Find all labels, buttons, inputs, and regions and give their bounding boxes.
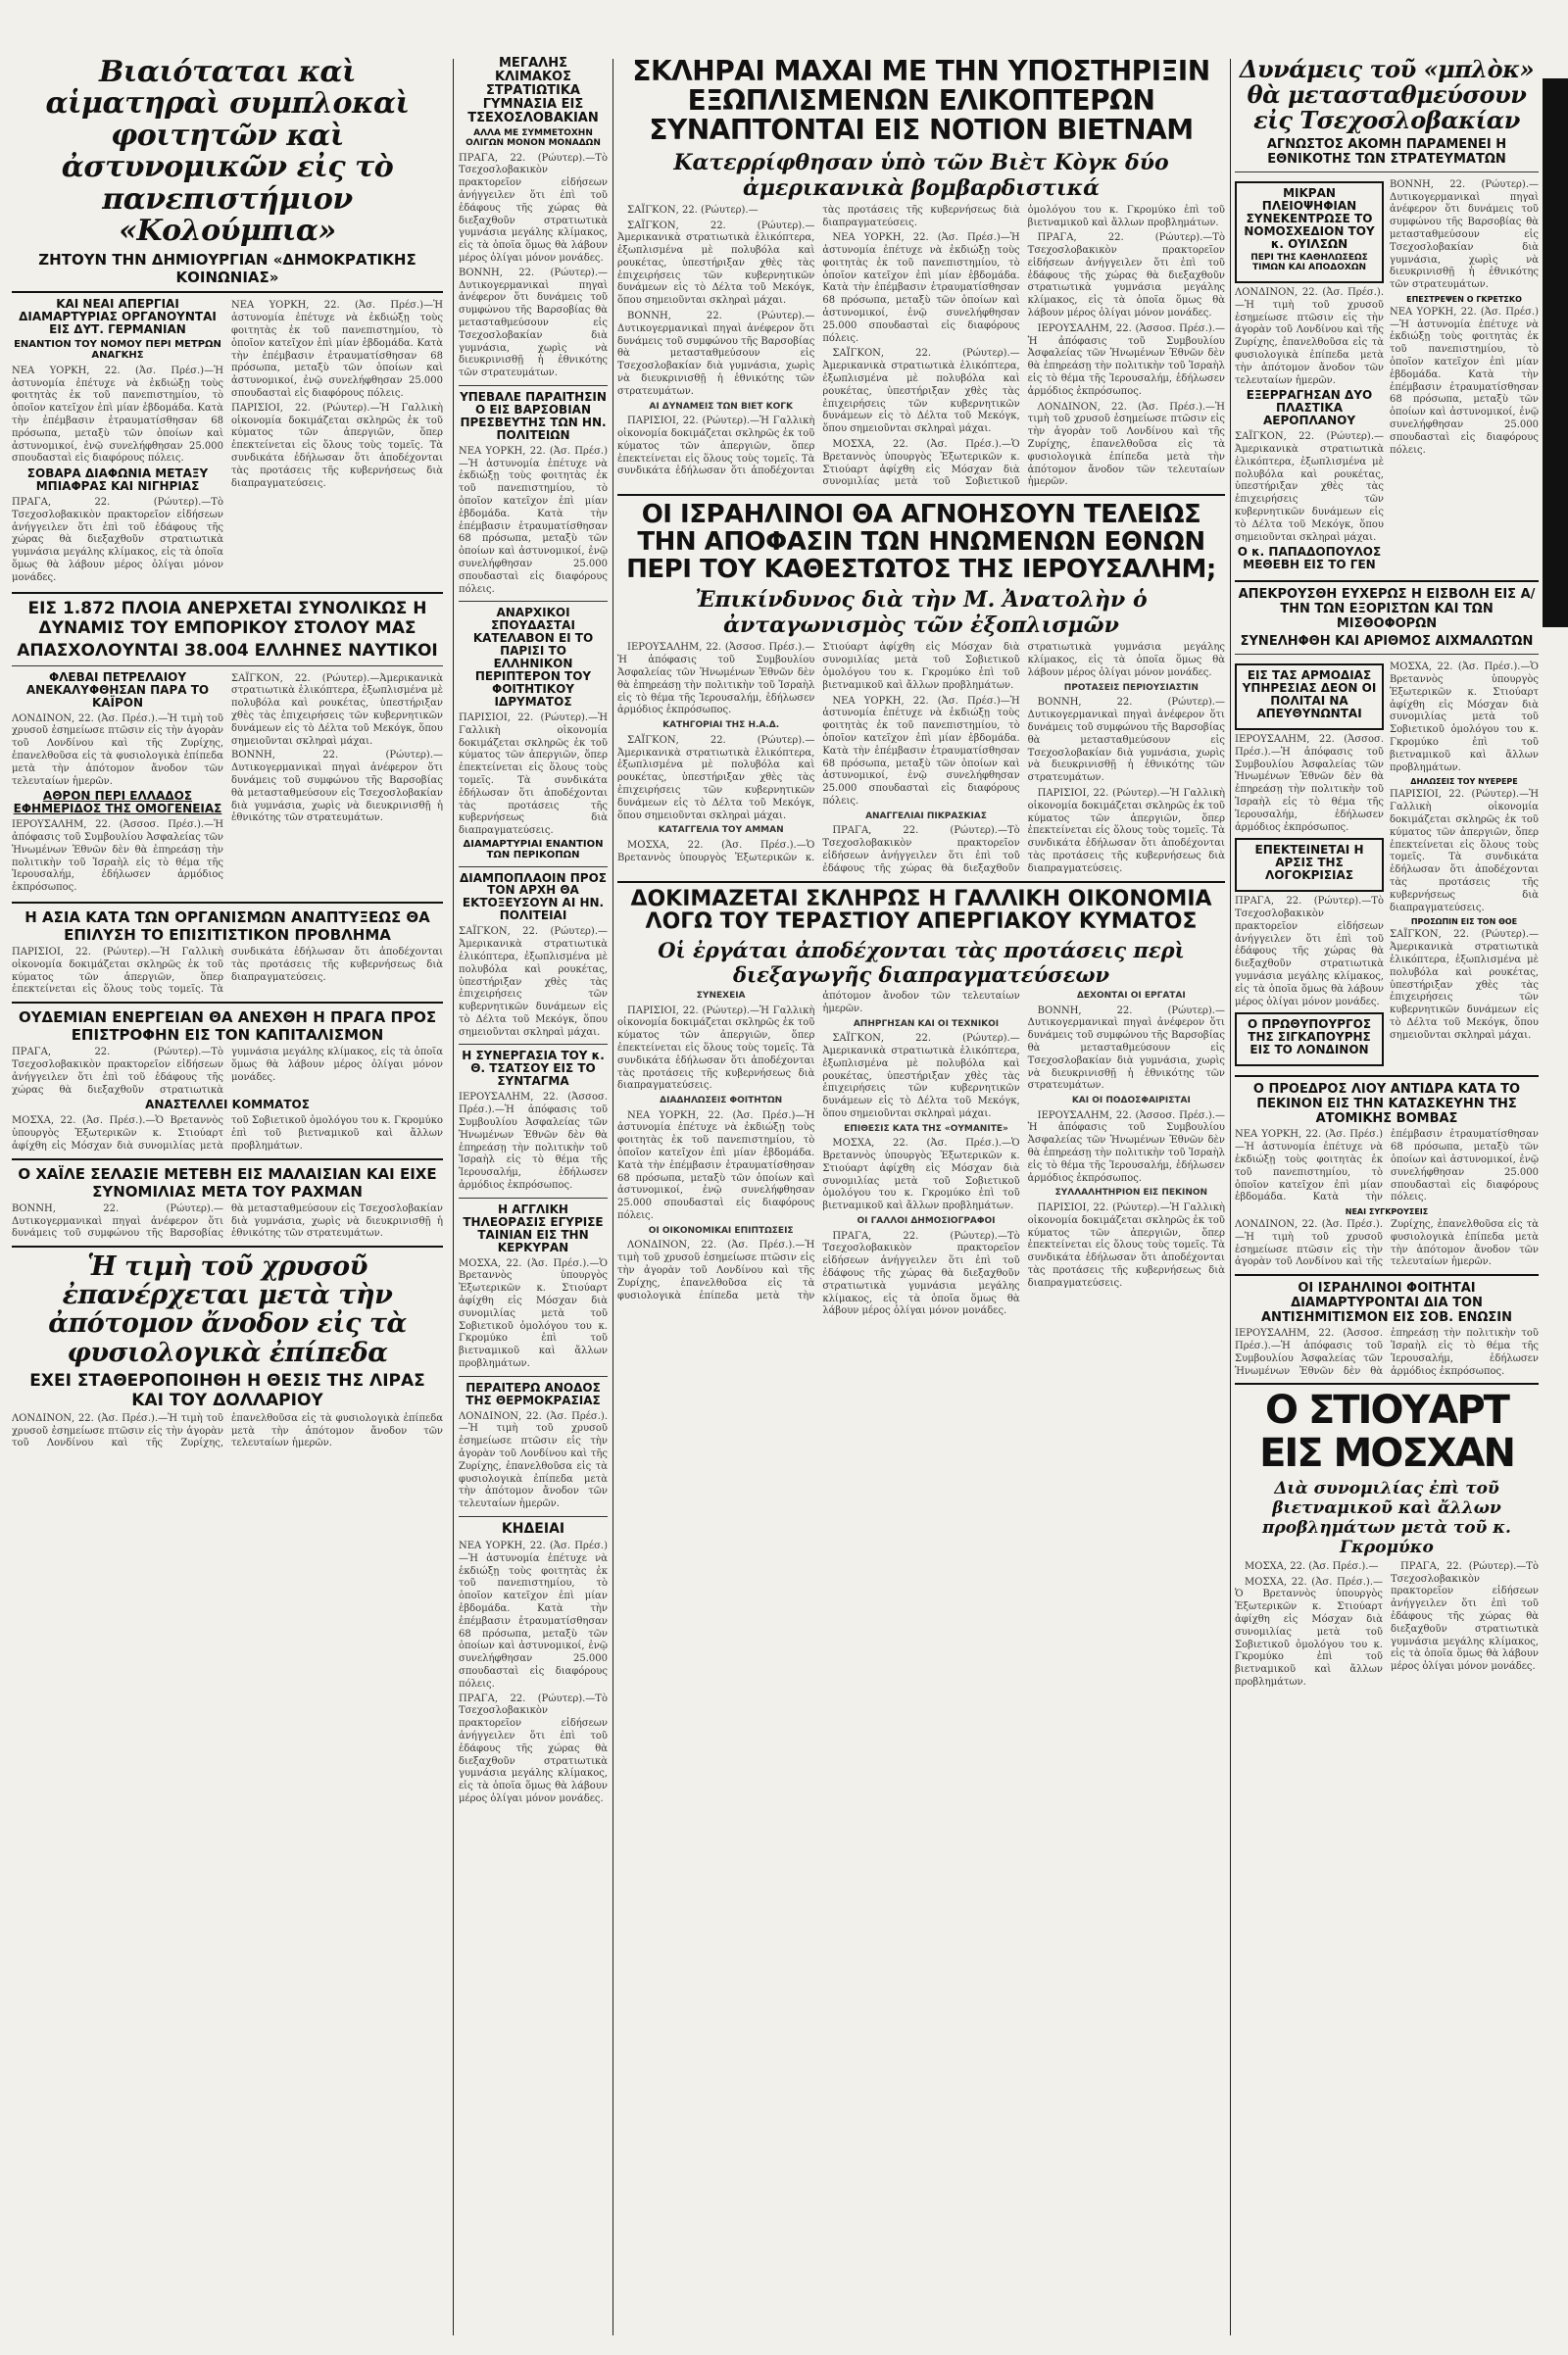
article-body: ΠΡΑΓΑ, 22. (Ρώυτερ).—Τὸ Τσεχοσλοβακικὸν πρακτορεῖον εἰδήσεων ἀνήγγειλεν ὅτι ἐπὶ τοῦ ἐδάφους τῆς χώρας θὰ διεξαχθοῦν στρατιωτικὰ γυμνάσια μεγάλης κλίμακος, εἰς τὰ ὁποῖα ὅμως θὰ λάβουν μέρος ὀλίγαι μόνον μονάδες. xyxy=(12,497,223,583)
article-paragraph: ΠΡΑΓΑ, 22. (Ρώυτερ).—Τὸ Τσεχοσλοβακικὸν πρακτορεῖον εἰδήσεων ἀνήγγειλεν ὅτι ἐπὶ τοῦ ἐδάφους τῆς χώρας θὰ διεξαχθοῦν στρατιωτικὰ γυμνάσια μεγάλης κλίμακος, εἰς τὰ ὁποῖα ὅμως θὰ λάβουν μέρος ὀλίγαι μόνον μονάδες. xyxy=(822,642,1225,874)
article-body: ΠΑΡΙΣΙΟΙ, 22. (Ρώυτερ).—Ἡ Γαλλικὴ οἰκονομία δοκιμάζεται σκληρῶς ἐκ τοῦ κύματος τῶν ἀπεργιῶν, ὅπερ ἐπεκτείνεται εἰς ὅλους τοὺς τομεῖς. Τὰ συνδικάτα ἐδήλωσαν ὅτι ἀποδέχονται τὰς προτάσεις τῆς κυβερνήσεως διὰ διαπραγματεύσεις. xyxy=(459,711,608,837)
article-paragraph: ΝΕΑ ΥΟΡΚΗ, 22. (Ἀσ. Πρέσ.)—Ἡ ἀστυνομία ἐπέτυχε νὰ ἐκδιώξῃ τοὺς φοιτητὰς ἐκ τοῦ πανεπιστημίου, τὸ ὁποῖον κατεῖχον ἐπὶ μίαν ἑβδομάδα. Κατὰ τὴν ἐπέμβασιν ἐτραυματίσθησαν 68 πρόσωπα, μεταξὺ τῶν ὁποίων καὶ ἀστυνομικοί, ἐνῷ συνελήφθησαν 25.000 σπουδασταὶ εἰς διαφόρους πόλεις. xyxy=(822,232,1020,344)
column-rule xyxy=(612,59,613,2335)
headline-stewart-moscow-sub: Διὰ συνομιλίας ἐπὶ τοῦ βιετναμικοῦ καὶ ἄλλων προβλημάτων μετὰ τοῦ κ. Γκρομύκο xyxy=(1262,1478,1511,1557)
article-body: ΒΟΝΝΗ, 22. (Ρώυτερ).—Δυτικογερμανικαὶ πηγαὶ ἀνέφερον ὅτι δυνάμεις τοῦ συμφώνου τῆς Βαρσοβίας θὰ μετασταθμεύσουν εἰς Τσεχοσλοβακίαν διὰ γυμνάσια, χωρὶς νὰ διευκρινισθῇ ἡ ἐθνικότης τῶν στρατευμάτων. xyxy=(459,267,608,379)
column-right xyxy=(1235,57,1539,2345)
subheading: ΠΡΟΣΩΠΙΝ ΕΙΣ ΤΟΝ ΘΟΕ xyxy=(1410,917,1518,927)
article-body: ΣΑΪΓΚΟΝ, 22. (Ρώυτερ).—Ἀμερικανικὰ στρατιωτικὰ ἑλικόπτερα, ἐξωπλισμένα μὲ πολυβόλα καὶ ρουκέτας, ὑπεστήριξαν χθὲς τὰς ἐπιχειρήσεις τῶν κυβερνητικῶν δυνάμεων εἰς τὸ Δέλτα τοῦ Μεκόγκ, ὅπου σημειοῦνται σκληραὶ μάχαι. xyxy=(1390,929,1539,1041)
article-paragraph: ΣΑΪΓΚΟΝ, 22. (Ρώυτερ).—Ἀμερικανικὰ στρατιωτικὰ ἑλικόπτερα, ἐξωπλισμένα μὲ πολυβόλα καὶ ρουκέτας, ὑπεστήριξαν χθὲς τὰς ἐπιχειρήσεις τῶν κυβερνητικῶν δυνάμεων εἰς τὸ Δέλτα τοῦ Μεκόγκ, ὅπου σημειοῦνται σκληραὶ μάχαι. xyxy=(822,348,1020,435)
article-paragraph: ΝΕΑ ΥΟΡΚΗ, 22. (Ἀσ. Πρέσ.)—Ἡ ἀστυνομία ἐπέτυχε νὰ ἐκδιώξῃ τοὺς φοιτητὰς ἐκ τοῦ πανεπιστημίου, τὸ ὁποῖον κατεῖχον ἐπὶ μίαν ἑβδομάδα. Κατὰ τὴν ἐπέμβασιν ἐτραυματίσθησαν 68 πρόσωπα, μεταξὺ τῶν ὁποίων καὶ ἀστυνομικοί, ἐνῷ συνελήφθησαν 25.000 σπουδασταὶ εἰς διαφόρους πόλεις. xyxy=(617,1109,815,1222)
headline-papadopoulos: Ο κ. ΠΑΠΑΔΟΠΟΥΛΟΣ ΜΕΘΕΒΗ ΕΙΣ ΤΟ ΓΕΝ xyxy=(1237,545,1382,572)
article-paragraph: ΒΟΝΝΗ, 22. (Ρώυτερ).—Δυτικογερμανικαὶ πηγαὶ ἀνέφερον ὅτι δυνάμεις τοῦ συμφώνου τῆς Βαρσοβίας θὰ μετασταθμεύσουν εἰς Τσεχοσλοβακίαν διὰ γυμνάσια, χωρὶς νὰ διευκρινισθῇ ἡ ἐθνικότης τῶν στρατευμάτων. xyxy=(617,311,815,397)
headline-asia-food: Η ΑΣΙΑ ΚΑΤΑ ΤΩΝ ΟΡΓΑΝΙΣΜΩΝ ΑΝΑΠΤΥΞΕΩΣ ΘΑ ΕΠΙΛΥΣΗ ΤΟ ΕΠΙΣΙΤΙΣΤΙΚΟΝ ΠΡΟΒΛΗΜΑ xyxy=(24,908,430,944)
subheading: ΑΠΗΡΓΗΣΑΝ ΚΑΙ ΟΙ ΤΕΧΝΙΚΟΙ xyxy=(853,1018,1000,1029)
headline-france-strikes-sub: Οἱ ἐργάται ἀποδέχονται τὰς προτάσεις περὶ διεξαγωγῆς διαπραγματεύσεων xyxy=(658,938,1185,988)
article-paragraph: ΙΕΡΟΥΣΑΛΗΜ, 22. (Ἀσσοσ. Πρέσ.).—Ἡ ἀπόφασις τοῦ Συμβουλίου Ἀσφαλείας τῶν Ἡνωμένων Ἐθνῶν δὲν θὰ ἐπηρεάσῃ τὴν πολιτικὴν τοῦ Ἰσραὴλ εἰς τὸ θέμα τῆς Ἰερουσαλήμ, ἐδήλωσεν ἀρμόδιος ἐκπρόσωπος. xyxy=(617,642,815,716)
article-paragraph: ΙΕΡΟΥΣΑΛΗΜ, 22. (Ἀσσοσ. Πρέσ.).—Ἡ ἀπόφασις τοῦ Συμβουλίου Ἀσφαλείας τῶν Ἡνωμένων Ἐθνῶν δὲν θὰ ἐπηρεάσῃ τὴν πολιτικὴν τοῦ Ἰσραὴλ εἰς τὸ θέμα τῆς Ἰερουσαλήμ, ἐδήλωσεν ἀρμόδιος ἐκπρόσωπος. xyxy=(1027,322,1225,397)
subheading: ΔΙΑΔΗΛΩΣΕΙΣ ΦΟΙΤΗΤΩΝ xyxy=(660,1096,783,1106)
subheading: ΚΑΤΗΓΟΡΙΑΙ ΤΗΣ Η.Α.Δ. xyxy=(662,720,780,731)
headline-singapore-pm: Ο ΠΡΩΘΥΠΟΥΡΓΟΣ ΤΗΣ ΣΙΓΚΑΠΟΥΡΗΣ ΕΙΣ ΤΟ ΛΟΝΔΙΝΟΝ xyxy=(1247,1017,1372,1057)
subheading: ΚΑΙ ΟΙ ΠΟΔΟΣΦΑΙΡΙΣΤΑΙ xyxy=(1071,1096,1191,1106)
article-body: ΠΡΑΓΑ, 22. (Ρώυτερ).—Τὸ Τσεχοσλοβακικὸν πρακτορεῖον εἰδήσεων ἀνήγγειλεν ὅτι ἐπὶ τοῦ ἐδάφους τῆς χώρας θὰ διεξαχθοῦν στρατιωτικὰ γυμνάσια μεγάλης κλίμακος, εἰς τὰ ὁποῖα ὅμως θὰ λάβουν μέρος ὀλίγαι μόνον μονάδες. xyxy=(1235,896,1384,1007)
headline-stewart-moscow: Ο ΣΤΙΟΥΑΡΤ ΕΙΣ ΜΟΣΧΑΝ xyxy=(1259,1388,1514,1476)
headline-censorship: ΕΠΕΚΤΕΙΝΕΤΑΙ Η ΑΡΣΙΣ ΤΗΣ ΛΟΓΟΚΡΙΣΙΑΣ xyxy=(1254,843,1364,883)
article-paragraph: ΒΟΝΝΗ, 22. (Ρώυτερ).—Δυτικογερμανικαὶ πηγαὶ ἀνέφερον ὅτι δυνάμεις τοῦ συμφώνου τῆς Βαρσοβίας θὰ μετασταθμεύσουν εἰς Τσεχοσλοβακίαν διὰ γυμνάσια, χωρὶς νὰ διευκρινισθῇ ἡ ἐθνικότης τῶν στρατευμάτων. xyxy=(1027,697,1225,784)
column-second xyxy=(459,57,608,2345)
headline-wilson-bill: ΜΙΚΡΑΝ ΠΛΕΙΟΨΗΦΙΑΝ ΣΥΝΕΚΕΝΤΡΩΣΕ ΤΟ ΝΟΜΟΣΧΕΔΙΟΝ ΤΟΥ κ. ΟΥΙΛΣΩΝ xyxy=(1244,185,1375,251)
headline-citizens-services: ΕΙΣ ΤΑΣ ΑΡΜΟΔΙΑΣ ΥΠΗΡΕΣΙΑΣ ΔΕΟΝ ΟΙ ΠΟΛΙΤΑΙ ΝΑ ΑΠΕΥΘΥΝΩΝΤΑΙ xyxy=(1242,668,1377,721)
headline-biafra: ΣΟΒΑΡΑ ΔΙΑΦΩΝΙΑ ΜΕΤΑΞΥ ΜΠΙΑΦΡΑΣ ΚΑΙ ΝΙΓΗΡΙΑΣ xyxy=(26,466,209,494)
headline-vietnam-sub: Κατερρίφθησαν ὑπὸ τῶν Βιὲτ Κὸγκ δύο ἀμερικανικὰ βομβαρδιστικά xyxy=(673,149,1169,201)
headline-israeli-students: ΟΙ ΙΣΡΑΗΛΙΝΟΙ ΦΟΙΤΗΤΑΙ ΔΙΑΜΑΡΤΥΡΟΝΤΑΙ ΔΙΑ ΤΟΝ ΑΝΤΙΣΗΜΙΤΙΣΜΟΝ ΕΙΣ ΣΟΒ. ΕΝΩΣΙΝ xyxy=(1261,1281,1512,1326)
headline-prague: ΟΥΔΕΜΙΑΝ ΕΝΕΡΓΕΙΑΝ ΘΑ ΑΝΕΧΘΗ Η ΠΡΑΓΑ ΠΡΟΣ ΕΠΙΣΤΡΟΦΗΝ ΕΙΣ ΤΟΝ ΚΑΠΙΤΑΛΙΣΜΟΝ xyxy=(18,1008,437,1045)
subheading: ΣΥΝΕΧΕΙΑ xyxy=(696,991,746,1002)
article-paragraph: ΠΡΑΓΑ, 22. (Ρώυτερ).—Τὸ Τσεχοσλοβακικὸν πρακτορεῖον εἰδήσεων ἀνήγγειλεν ὅτι ἐπὶ τοῦ ἐδάφους τῆς χώρας θὰ διεξαχθοῦν στρατιωτικὰ γυμνάσια μεγάλης κλίμακος, εἰς τὰ ὁποῖα ὅμως θὰ λάβουν μέρος ὀλίγαι μόνον μονάδες. xyxy=(1391,1560,1539,1673)
article-body: ΝΕΑ ΥΟΡΚΗ, 22. (Ἀσ. Πρέσ.)—Ἡ ἀστυνομία ἐπέτυχε νὰ ἐκδιώξῃ τοὺς φοιτητὰς ἐκ τοῦ πανεπιστημίου, τὸ ὁποῖον κατεῖχον ἐπὶ μίαν ἑβδομάδα. Κατὰ τὴν ἐπέμβασιν ἐτραυματίσθησαν 68 πρόσωπα, μεταξὺ τῶν ὁποίων καὶ ἀστυνομικοί, ἐνῷ συνελήφθησαν 25.000 σπουδασταὶ εἰς διαφόρους πόλεις. xyxy=(459,445,608,595)
article-paragraph: ΝΕΑ ΥΟΡΚΗ, 22. (Ἀσ. Πρέσ.)—Ἡ ἀστυνομία ἐπέτυχε νὰ ἐκδιώξῃ τοὺς φοιτητὰς ἐκ τοῦ πανεπιστημίου, τὸ ὁποῖον κατεῖχον ἐπὶ μίαν ἑβδομάδα. Κατὰ τὴν ἐπέμβασιν ἐτραυματίσθησαν 68 πρόσωπα, μεταξὺ τῶν ὁποίων καὶ ἀστυνομικοί, ἐνῷ συνελήφθησαν 25.000 σπουδασταὶ εἰς διαφόρους πόλεις. xyxy=(822,695,1020,808)
article-body: ΜΟΣΧΑ, 22. (Ἀσ. Πρέσ.).—Ὁ Βρεταννὸς ὑπουργὸς Ἐξωτερικῶν κ. Στιούαρτ ἀφίχθη εἰς Μόσχαν διὰ συνομιλίας μετὰ τοῦ Σοβιετικοῦ ὁμολόγου του κ. Γκρομύκο ἐπὶ τοῦ βιετναμικοῦ καὶ ἄλλων προβλημάτων. xyxy=(12,1115,443,1152)
article-body: ΒΟΝΝΗ, 22. (Ρώυτερ).—Δυτικογερμανικαὶ πηγαὶ ἀνέφερον ὅτι δυνάμεις τοῦ συμφώνου τῆς Βαρσοβίας θὰ μετασταθμεύσουν εἰς Τσεχοσλοβακίαν διὰ γυμνάσια, χωρὶς νὰ διευκρινισθῇ ἡ ἐθνικότης τῶν στρατευμάτων. xyxy=(12,1202,443,1240)
subheading: ΝΕΑΙ ΣΥΓΚΡΟΥΣΕΙΣ xyxy=(1345,1207,1429,1217)
headline-merchant-fleet: ΕΙΣ 1.872 ΠΛΟΙΑ ΑΝΕΡΧΕΤΑΙ ΣΥΝΟΛΙΚΩΣ Η ΔΥΝΑΜΙΣ ΤΟΥ ΕΜΠΟΡΙΚΟΥ ΣΤΟΛΟΥ ΜΑΣ xyxy=(27,598,427,638)
page-edge-shadow xyxy=(1543,78,1568,627)
article-paragraph: ΙΕΡΟΥΣΑΛΗΜ, 22. (Ἀσσοσ. Πρέσ.).—Ἡ ἀπόφασις τοῦ Συμβουλίου Ἀσφαλείας τῶν Ἡνωμένων Ἐθνῶν δὲν θὰ ἐπηρεάσῃ τὴν πολιτικὴν τοῦ Ἰσραὴλ εἰς τὸ θέμα τῆς Ἰερουσαλήμ, ἐδήλωσεν ἀρμόδιος ἐκπρόσωπος. xyxy=(1027,1109,1225,1184)
article-body: ΝΕΑ ΥΟΡΚΗ, 22. (Ἀσ. Πρέσ.)—Ἡ ἀστυνομία ἐπέτυχε νὰ ἐκδιώξῃ τοὺς φοιτητὰς ἐκ τοῦ πανεπιστημίου, τὸ ὁποῖον κατεῖχον ἐπὶ μίαν ἑβδομάδα. Κατὰ τὴν ἐπέμβασιν ἐτραυματίσθησαν 68 πρόσωπα, μεταξὺ τῶν ὁποίων καὶ ἀστυνομικοί, ἐνῷ συνελήφθησαν 25.000 σπουδασταὶ εἰς διαφόρους πόλεις. xyxy=(12,365,223,465)
subheading: ΔΗΛΩΣΕΙΣ ΤΟΥ ΝΥΕΡΕΡΕ xyxy=(1410,777,1518,787)
article-body: ΣΑΪΓΚΟΝ, 22. (Ρώυτερ).—Ἀμερικανικὰ στρατιωτικὰ ἑλικόπτερα, ἐξωπλισμένα μὲ πολυβόλα καὶ ρουκέτας, ὑπεστήριξαν χθὲς τὰς ἐπιχειρήσεις τῶν κυβερνητικῶν δυνάμεων εἰς τὸ Δέλτα τοῦ Μεκόγκ, ὅπου σημειοῦνται σκληραὶ μάχαι. xyxy=(459,926,608,1038)
article-body: ΛΟΝΔΙΝΟΝ, 22. (Ἀσ. Πρέσ.).—Ἡ τιμὴ τοῦ χρυσοῦ ἐσημείωσε πτῶσιν εἰς τὴν ἀγορὰν τοῦ Λονδίνου καὶ τῆς Ζυρίχης, ἐπανελθοῦσα εἰς τὰ φυσιολογικὰ ἐπίπεδα μετὰ τὴν ἀπότομον ἄνοδον τῶν τελευταίων ἡμερῶν. xyxy=(1235,1219,1539,1268)
headline-protests: ΔΙΑΜΑΡΤΥΡΙΑΙ ΕΝΑΝΤΙΟΝ ΤΩΝ ΠΕΡΙΚΟΠΩΝ xyxy=(463,838,604,860)
article-dateline: ΣΑΪΓΚΟΝ, 22. (Ρώυτερ).— xyxy=(627,204,759,216)
headline-temperature: ΠΕΡΑΙΤΕΡΩ ΑΝΟΔΟΣ ΤΗΣ ΘΕΡΜΟΚΡΑΣΙΑΣ xyxy=(466,1380,601,1407)
headline-germany-sub: ΕΝΑΝΤΙΟΝ ΤΟΥ ΝΟΜΟΥ ΠΕΡΙ ΜΕΤΡΩΝ ΑΝΑΓΚΗΣ xyxy=(14,339,221,361)
article-body xyxy=(617,642,1225,875)
article-paragraph: ΠΑΡΙΣΙΟΙ, 22. (Ρώυτερ).—Ἡ Γαλλικὴ οἰκονομία δοκιμάζεται σκληρῶς ἐκ τοῦ κύματος τῶν ἀπεργιῶν, ὅπερ ἐπεκτείνεται εἰς ὅλους τοὺς τομεῖς. Τὰ συνδικάτα ἐδήλωσαν ὅτι ἀποδέχονται τὰς προτάσεις τῆς κυβερνήσεως διὰ διαπραγματεύσεις. xyxy=(1027,1202,1225,1289)
article-paragraph: ΛΟΝΔΙΝΟΝ, 22. (Ἀσ. Πρέσ.).—Ἡ τιμὴ τοῦ χρυσοῦ ἐσημείωσε πτῶσιν εἰς τὴν ἀγορὰν τοῦ Λονδίνου καὶ τῆς Ζυρίχης, ἐπανελθοῦσα εἰς τὰ φυσιολογικὰ ἐπίπεδα μετὰ τὴν ἀπότομον ἄνοδον τῶν τελευταίων ἡμερῶν. xyxy=(1027,401,1225,488)
column-rule xyxy=(453,59,454,2335)
article-body: ΠΡΑΓΑ, 22. (Ρώυτερ).—Τὸ Τσεχοσλοβακικὸν πρακτορεῖον εἰδήσεων ἀνήγγειλεν ὅτι ἐπὶ τοῦ ἐδάφους τῆς χώρας θὰ διεξαχθοῦν στρατιωτικὰ γυμνάσια μεγάλης κλίμακος, εἰς τὰ ὁποῖα ὅμως θὰ λάβουν μέρος ὀλίγαι μόνον μονάδες. xyxy=(12,1047,443,1096)
article-body xyxy=(1235,1561,1539,1690)
subheading: ΔΕΧΟΝΤΑΙ ΟΙ ΕΡΓΑΤΑΙ xyxy=(1076,991,1186,1002)
article-body xyxy=(617,205,1225,490)
article-paragraph: ΜΟΣΧΑ, 22. (Ἀσ. Πρέσ.).—Ὁ Βρεταννὸς ὑπουργὸς Ἐξωτερικῶν κ. Στιούαρτ ἀφίχθη εἰς Μόσχαν διὰ συνομιλίας μετὰ τοῦ Σοβιετικοῦ ὁμολόγου του κ. Γκρομύκο ἐπὶ τοῦ βιετναμικοῦ καὶ ἄλλων προβλημάτων. xyxy=(822,204,1225,488)
headline-corfu-film: Η ΑΓΓΛΙΚΗ ΤΗΛΕΟΡΑΣΙΣ ΕΓΥΡΙΣΕ ΤΑΙΝΙΑΝ ΕΙΣ ΤΗΝ ΚΕΡΚΥΡΑΝ xyxy=(463,1202,604,1254)
headline-funerals: ΚΗΔΕΙΑΙ xyxy=(501,1520,565,1537)
headline-gold-price: Ἡ τιμὴ τοῦ χρυσοῦ ἐπανέρχεται μετὰ τὴν ἀπότομον ἄνοδον εἰς τὰ φυσιολογικὰ ἐπίπεδα xyxy=(48,1251,407,1368)
article-paragraph: ΠΑΡΙΣΙΟΙ, 22. (Ρώυτερ).—Ἡ Γαλλικὴ οἰκονομία δοκιμάζεται σκληρῶς ἐκ τοῦ κύματος τῶν ἀπεργιῶν, ὅπερ ἐπεκτείνεται εἰς ὅλους τοὺς τομεῖς. Τὰ συνδικάτα ἐδήλωσαν ὅτι ἀποδέχονται τὰς προτάσεις τῆς κυβερνήσεως διὰ διαπραγματεύσεις. xyxy=(617,1005,815,1092)
headline-invasion-repelled: ΑΠΕΚΡΟΥΣΘΗ ΕΥΧΕΡΩΣ Η ΕΙΣΒΟΛΗ ΕΙΣ Α/ΤΗΝ ΤΩΝ ΕΞΟΡΙΣΤΩΝ ΚΑΙ ΤΩΝ ΜΙΣΘΟΦΟΡΩΝ xyxy=(1238,587,1536,632)
headline-anarchists-paris: ΑΝΑΡΧΙΚΟΙ ΣΠΟΥΔΑΣΤΑΙ ΚΑΤΕΛΑΒΟΝ ΕΙ ΤΟ ΠΑΡΙΣΙ ΤΟ ΕΛΛΗΝΙΚΟΝ ΠΕΡΙΠΤΕΡΟΝ ΤΟΥ ΦΟΙΤΗΤΙΚΟΥ ΙΔΡΥΜΑΤΟΣ xyxy=(472,606,594,709)
article-paragraph: ΜΟΣΧΑ, 22. (Ἀσ. Πρέσ.).—Ὁ Βρεταννὸς ὑπουργὸς Ἐξωτερικῶν κ. Στιούαρτ ἀφίχθη εἰς Μόσχαν διὰ συνομιλίας μετὰ τοῦ Σοβιετικοῦ ὁμολόγου του κ. Γκρομύκο ἐπὶ τοῦ βιετναμικοῦ καὶ ἄλλων προβλημάτων. xyxy=(822,1138,1020,1212)
subheading: ΑΙ ΔΥΝΑΜΕΙΣ ΤΩΝ ΒΙΕΤ ΚΟΓΚ xyxy=(649,401,793,412)
headline-oil-cairo: ΦΛΕΒΑΙ ΠΕΤΡΕΛΑΙΟΥ ΑΝΕΚΑΛΥΦΘΗΣΑΝ ΠΑΡΑ ΤΟ ΚΑΪΡΟΝ xyxy=(25,669,210,710)
subheading: ΠΡΟΤΑΣΕΙΣ ΠΕΡΙΟΥΣΙΑΣΤΙΝ xyxy=(1063,682,1199,693)
headline-czech-exercises: ΜΕΓΑΛΗΣ ΚΛΙΜΑΚΟΣ ΣΤΡΑΤΙΩΤΙΚΑ ΓΥΜΝΑΣΙΑ ΕΙΣ ΤΣΕΧΟΣΛΟΒΑΚΙΑΝ xyxy=(467,57,599,126)
article-paragraph: ΠΑΡΙΣΙΟΙ, 22. (Ρώυτερ).—Ἡ Γαλλικὴ οἰκονομία δοκιμάζεται σκληρῶς ἐκ τοῦ κύματος τῶν ἀπεργιῶν, ὅπερ ἐπεκτείνεται εἰς ὅλους τοὺς τομεῖς. Τὰ συνδικάτα ἐδήλωσαν ὅτι ἀποδέχονται τὰς προτάσεις τῆς κυβερνήσεως διὰ διαπραγματεύσεις. xyxy=(617,204,1020,477)
headline-merchant-fleet-sub: ΑΠΑΣΧΟΛΟΥΝΤΑΙ 38.004 ΕΛΛΗΝΕΣ ΝΑΥΤΙΚΟΙ xyxy=(17,640,438,661)
article-body: ΙΕΡΟΥΣΑΛΗΜ, 22. (Ἀσσοσ. Πρέσ.).—Ἡ ἀπόφασις τοῦ Συμβουλίου Ἀσφαλείας τῶν Ἡνωμένων Ἐθνῶν δὲν θὰ ἐπηρεάσῃ τὴν πολιτικὴν τοῦ Ἰσραὴλ εἰς τὸ θέμα τῆς Ἰερουσαλήμ, ἐδήλωσεν ἀρμόδιος ἐκπρόσωπος. xyxy=(1235,734,1384,833)
subheading: ΟΙ ΟΙΚΟΝΟΜΙΚΑΙ ΕΠΙΠΤΩΣΕΙΣ xyxy=(648,1225,794,1236)
article-body: ΙΕΡΟΥΣΑΛΗΜ, 22. (Ἀσσοσ. Πρέσ.).—Ἡ ἀπόφασις τοῦ Συμβουλίου Ἀσφαλείας τῶν Ἡνωμένων Ἐθνῶν δὲν θὰ ἐπηρεάσῃ τὴν πολιτικὴν τοῦ Ἰσραὴλ εἰς τὸ θέμα τῆς Ἰερουσαλήμ, ἐδήλωσεν ἀρμόδιος ἐκπρόσωπος. xyxy=(459,1092,608,1191)
article-body: ΠΑΡΙΣΙΟΙ, 22. (Ρώυτερ).—Ἡ Γαλλικὴ οἰκονομία δοκιμάζεται σκληρῶς ἐκ τοῦ κύματος τῶν ἀπεργιῶν, ὅπερ ἐπεκτείνεται εἰς ὅλους τοὺς τομεῖς. Τὰ συνδικάτα ἐδήλωσαν ὅτι ἀποδέχονται τὰς προτάσεις τῆς κυβερνήσεως διὰ διαπραγματεύσεις. xyxy=(12,946,443,996)
headline-czech-exercises-sub: ΑΛΛΑ ΜΕ ΣΥΜΜΕΤΟΧΗΝ ΟΛΙΓΩΝ ΜΟΝΟΝ ΜΟΝΑΔΩΝ xyxy=(466,128,601,148)
article-body xyxy=(617,991,1225,1318)
column-left xyxy=(12,57,443,2345)
article-paragraph: ΜΟΣΧΑ, 22. (Ἀσ. Πρέσ.).—Ὁ Βρεταννὸς ὑπουργὸς Ἐξωτερικῶν κ. Στιούαρτ ἀφίχθη εἰς Μόσχαν διὰ συνομιλίας μετὰ τοῦ Σοβιετικοῦ ὁμολόγου του κ. Γκρομύκο ἐπὶ τοῦ βιετναμικοῦ καὶ ἄλλων προβλημάτων. xyxy=(1235,1576,1383,1689)
article-body: ΒΟΝΝΗ, 22. (Ρώυτερ).—Δυτικογερμανικαὶ πηγαὶ ἀνέφερον ὅτι δυνάμεις τοῦ συμφώνου τῆς Βαρσοβίας θὰ μετασταθμεύσουν εἰς Τσεχοσλοβακίαν διὰ γυμνάσια, χωρὶς νὰ διευκρινισθῇ ἡ ἐθνικότης τῶν στρατευμάτων. xyxy=(231,750,443,824)
headline-haile-selassie: Ο ΧΑΪΛΕ ΣΕΛΑΣΙΕ ΜΕΤΕΒΗ ΕΙΣ ΜΑΛΑΙΣΙΑΝ ΚΑΙ ΕΙΧΕ ΣΥΝΟΜΙΛΙΑΣ ΜΕΤΑ ΤΟΥ ΡΑΧΜΑΝ xyxy=(18,1164,437,1201)
headline-columbia-sub: ΖΗΤΟΥΝ ΤΗΝ ΔΗΜΙΟΥΡΓΙΑΝ «ΔΗΜΟΚΡΑΤΙΚΗΣ ΚΟΙΝΩΝΙΑΣ» xyxy=(38,251,416,287)
column-rule xyxy=(1230,59,1231,2335)
article-body: ΙΕΡΟΥΣΑΛΗΜ, 22. (Ἀσσοσ. Πρέσ.).—Ἡ ἀπόφασις τοῦ Συμβουλίου Ἀσφαλείας τῶν Ἡνωμένων Ἐθνῶν δὲν θὰ ἐπηρεάσῃ τὴν πολιτικὴν τοῦ Ἰσραὴλ εἰς τὸ θέμα τῆς Ἰερουσαλήμ, ἐδήλωσεν ἀρμόδιος ἐκπρόσωπος. xyxy=(1235,1328,1539,1377)
article-body: ΝΕΑ ΥΟΡΚΗ, 22. (Ἀσ. Πρέσ.)—Ἡ ἀστυνομία ἐπέτυχε νὰ ἐκδιώξῃ τοὺς φοιτητὰς ἐκ τοῦ πανεπιστημίου, τὸ ὁποῖον κατεῖχον ἐπὶ μίαν ἑβδομάδα. Κατὰ τὴν ἐπέμβασιν ἐτραυματίσθησαν 68 πρόσωπα, μεταξὺ τῶν ὁποίων καὶ ἀστυνομικοί, ἐνῷ συνελήφθησαν 25.000 σπουδασταὶ εἰς διαφόρους πόλεις. xyxy=(459,1541,608,1690)
headline-invasion-repelled-sub: ΣΥΝΕΛΗΦΘΗ ΚΑΙ ΑΡΙΘΜΟΣ ΑΙΧΜΑΛΩΤΩΝ xyxy=(1240,634,1534,650)
headline-columbia: Βιαιόταται καὶ αἱματηραὶ συμπλοκαὶ φοιτητῶν καὶ ἀστυνομικῶν εἰς τὸ πανεπιστήμιον «Κολούμπια» xyxy=(45,57,410,248)
article-paragraph: ΒΟΝΝΗ, 22. (Ρώυτερ).—Δυτικογερμανικαὶ πηγαὶ ἀνέφερον ὅτι δυνάμεις τοῦ συμφώνου τῆς Βαρσοβίας θὰ μετασταθμεύσουν εἰς Τσεχοσλοβακίαν διὰ γυμνάσια, χωρὶς νὰ διευκρινισθῇ ἡ ἐθνικότης τῶν στρατευμάτων. xyxy=(1027,1005,1225,1092)
article-body: ΒΟΝΝΗ, 22. (Ρώυτερ).—Δυτικογερμανικαὶ πηγαὶ ἀνέφερον ὅτι δυνάμεις τοῦ συμφώνου τῆς Βαρσοβίας θὰ μετασταθμεύσουν εἰς Τσεχοσλοβακίαν διὰ γυμνάσια, χωρὶς νὰ διευκρινισθῇ ἡ ἐθνικότης τῶν στρατευμάτων. xyxy=(1390,178,1539,291)
article-body: ΛΟΝΔΙΝΟΝ, 22. (Ἀσ. Πρέσ.).—Ἡ τιμὴ τοῦ χρυσοῦ ἐσημείωσε πτῶσιν εἰς τὴν ἀγορὰν τοῦ Λονδίνου καὶ τῆς Ζυρίχης, ἐπανελθοῦσα εἰς τὰ φυσιολογικὰ ἐπίπεδα μετὰ τὴν ἀπότομον ἄνοδον τῶν τελευταίων ἡμερῶν. xyxy=(459,1410,608,1510)
article-body: ΛΟΝΔΙΝΟΝ, 22. (Ἀσ. Πρέσ.).—Ἡ τιμὴ τοῦ χρυσοῦ ἐσημείωσε πτῶσιν εἰς τὴν ἀγορὰν τοῦ Λονδίνου καὶ τῆς Ζυρίχης, ἐπανελθοῦσα εἰς τὰ φυσιολογικὰ ἐπίπεδα μετὰ τὴν ἀπότομον ἄνοδον τῶν τελευταίων ἡμερῶν. xyxy=(12,1412,443,1449)
article-body: ΝΕΑ ΥΟΡΚΗ, 22. (Ἀσ. Πρέσ.)—Ἡ ἀστυνομία ἐπέτυχε νὰ ἐκδιώξῃ τοὺς φοιτητὰς ἐκ τοῦ πανεπιστημίου, τὸ ὁποῖον κατεῖχον ἐπὶ μίαν ἑβδομάδα. Κατὰ τὴν ἐπέμβασιν ἐτραυματίσθησαν 68 πρόσωπα, μεταξὺ τῶν ὁποίων καὶ ἀστυνομικοί, ἐνῷ συνελήφθησαν 25.000 σπουδασταὶ εἰς διαφόρους πόλεις. xyxy=(1235,1129,1539,1203)
article-body: ΠΑΡΙΣΙΟΙ, 22. (Ρώυτερ).—Ἡ Γαλλικὴ οἰκονομία δοκιμάζεται σκληρῶς ἐκ τοῦ κύματος τῶν ἀπεργιῶν, ὅπερ ἐπεκτείνεται εἰς ὅλους τοὺς τομεῖς. Τὰ συνδικάτα ἐδήλωσαν ὅτι ἀποδέχονται τὰς προτάσεις τῆς κυβερνήσεως διὰ διαπραγματεύσεις. xyxy=(1390,789,1539,913)
headline-israel-jerusalem: ΟΙ ΙΣΡΑΗΛΙΝΟΙ ΘΑ ΑΓΝΟΗΣΟΥΝ ΤΕΛΕΙΩΣ ΤΗΝ ΑΠΟΦΑΣΙΝ ΤΩΝ ΗΝΩΜΕΝΩΝ ΕΘΝΩΝ ΠΕΡΙ ΤΟΥ ΚΑΘΕΣΤΩΤΟΣ ΤΗΣ ΙΕΡΟΥΣΑΛΗΜ; xyxy=(626,500,1216,585)
article-body: ΠΡΑΓΑ, 22. (Ρώυτερ).—Τὸ Τσεχοσλοβακικὸν πρακτορεῖον εἰδήσεων ἀνήγγειλεν ὅτι ἐπὶ τοῦ ἐδάφους τῆς χώρας θὰ διεξαχθοῦν στρατιωτικὰ γυμνάσια μεγάλης κλίμακος, εἰς τὰ ὁποῖα ὅμως θὰ λάβουν μέρος ὀλίγαι μόνον μονάδες. xyxy=(459,1693,608,1805)
article-paragraph: ΜΟΣΧΑ, 22. (Ἀσ. Πρέσ.).—Ὁ Βρεταννὸς ὑπουργὸς Ἐξωτερικῶν κ. Στιούαρτ ἀφίχθη εἰς Μόσχαν διὰ συνομιλίας μετὰ τοῦ Σοβιετικοῦ ὁμολόγου του κ. Γκρομύκο ἐπὶ τοῦ βιετναμικοῦ καὶ ἄλλων προβλημάτων. xyxy=(617,642,1020,863)
headline-bloc-forces-sub: ΑΓΝΩΣΤΟΣ ΑΚΟΜΗ ΠΑΡΑΜΕΝΕΙ Η ΕΘΝΙΚΟΤΗΣ ΤΩΝ ΣΤΡΑΤΕΥΜΑΤΩΝ xyxy=(1266,136,1507,167)
article-paragraph: ΛΟΝΔΙΝΟΝ, 22. (Ἀσ. Πρέσ.).—Ἡ τιμὴ τοῦ χρυσοῦ ἐσημείωσε πτῶσιν εἰς τὴν ἀγορὰν τοῦ Λονδίνου καὶ τῆς Ζυρίχης, ἐπανελθοῦσα εἰς τὰ φυσιολογικὰ ἐπίπεδα μετὰ τὴν ἀπότομον ἄνοδον τῶν τελευταίων ἡμερῶν. xyxy=(617,991,1020,1301)
article-paragraph: ΣΑΪΓΚΟΝ, 22. (Ρώυτερ).—Ἀμερικανικὰ στρατιωτικὰ ἑλικόπτερα, ἐξωπλισμένα μὲ πολυβόλα καὶ ρουκέτας, ὑπεστήριξαν χθὲς τὰς ἐπιχειρήσεις τῶν κυβερνητικῶν δυνάμεων εἰς τὸ Δέλτα τοῦ Μεκόγκ, ὅπου σημειοῦνται σκληραὶ μάχαι. xyxy=(617,220,815,307)
subheading: ΣΥΛΛΑΛΗΤΗΡΙΟΝ ΕΙΣ ΠΕΚΙΝΟΝ xyxy=(1054,1188,1208,1199)
article-paragraph: ΣΑΪΓΚΟΝ, 22. (Ρώυτερ).—Ἀμερικανικὰ στρατιωτικὰ ἑλικόπτερα, ἐξωπλισμένα μὲ πολυβόλα καὶ ρουκέτας, ὑπεστήριξαν χθὲς τὰς ἐπιχειρήσεις τῶν κυβερνητικῶν δυνάμεων εἰς τὸ Δέλτα τοῦ Μεκόγκ, ὅπου σημειοῦνται σκληραὶ μάχαι. xyxy=(822,1033,1020,1119)
subheading: ΚΑΤΑΓΓΕΛΙΑ ΤΟΥ ΑΜΜΑΝ xyxy=(658,825,784,836)
headline-bloc-forces: Δυνάμεις τοῦ «μπλὸκ» θὰ μετασταθμεύσουν εἰς Τσεχοσλοβακίαν xyxy=(1239,57,1535,134)
headline-israel-jerusalem-sub: Ἐπικίνδυνος διὰ τὴν Μ. Ἀνατολὴν ὁ ἀνταγωνισμὸς τῶν ἐξοπλισμῶν xyxy=(695,587,1148,639)
article-body: ΜΟΣΧΑ, 22. (Ἀσ. Πρέσ.).—Ὁ Βρεταννὸς ὑπουργὸς Ἐξωτερικῶν κ. Στιούαρτ ἀφίχθη εἰς Μόσχαν διὰ συνομιλίας μετὰ τοῦ Σοβιετικοῦ ὁμολόγου του κ. Γκρομύκο ἐπὶ τοῦ βιετναμικοῦ καὶ ἄλλων προβλημάτων. xyxy=(459,1257,608,1369)
headline-liu-bomb: Ο ΠΡΟΕΔΡΟΣ ΛΙΟΥ ΑΝΤΙΔΡΑ ΚΑΤΑ ΤΟ ΠΕΚΙΝΟΝ ΕΙΣ ΤΗΝ ΚΑΤΑΣΚΕΥΗΝ ΤΗΣ ΑΤΟΜΙΚΗΣ ΒΟΜΒΑΣ xyxy=(1252,1082,1521,1127)
subheading: ΟΙ ΓΑΛΛΟΙ ΔΗΜΟΣΙΟΓΡΑΦΟΙ xyxy=(857,1216,996,1227)
headline-france-strikes: ΔΟΚΙΜΑΖΕΤΑΙ ΣΚΛΗΡΩΣ Η ΓΑΛΛΙΚΗ ΟΙΚΟΝΟΜΙΑ ΛΟΓΩ ΤΟΥ ΤΕΡΑΣΤΙΟΥ ΑΠΕΡΓΙΑΚΟΥ ΚΥΜΑΤΟΣ xyxy=(630,886,1212,935)
headline-gold-price-sub: ΕΧΕΙ ΣΤΑΘΕΡΟΠΟΙΗΘΗ Η ΘΕΣΙΣ ΤΗΣ ΛΙΡΑΣ ΚΑΙ ΤΟΥ ΔΟΛΛΑΡΙΟΥ xyxy=(29,1370,425,1410)
column-center xyxy=(617,57,1225,2345)
article-body: ΛΟΝΔΙΝΟΝ, 22. (Ἀσ. Πρέσ.).—Ἡ τιμὴ τοῦ χρυσοῦ ἐσημείωσε πτῶσιν εἰς τὴν ἀγορὰν τοῦ Λονδίνου καὶ τῆς Ζυρίχης, ἐπανελθοῦσα εἰς τὰ φυσιολογικὰ ἐπίπεδα μετὰ τὴν ἀπότομον ἄνοδον τῶν τελευταίων ἡμερῶν. xyxy=(12,712,223,787)
article-body: ΙΕΡΟΥΣΑΛΗΜ, 22. (Ἀσσοσ. Πρέσ.).—Ἡ ἀπόφασις τοῦ Συμβουλίου Ἀσφαλείας τῶν Ἡνωμένων Ἐθνῶν δὲν θὰ ἐπηρεάσῃ τὴν πολιτικὴν τοῦ Ἰσραὴλ εἰς τὸ θέμα τῆς Ἰερουσαλήμ, ἐδήλωσεν ἀρμόδιος ἐκπρόσωπος. xyxy=(12,819,223,894)
headline-greek-press: ΑΘΡΟΝ ΠΕΡΙ ΕΛΛΑΔΟΣ ΕΦΗΜΕΡΙΔΟΣ ΤΗΣ ΟΜΟΓΕΝΕΙΑΣ xyxy=(13,789,222,816)
article-body: ΛΟΝΔΙΝΟΝ, 22. (Ἀσ. Πρέσ.).—Ἡ τιμὴ τοῦ χρυσοῦ ἐσημείωσε πτῶσιν εἰς τὴν ἀγορὰν τοῦ Λονδίνου καὶ τῆς Ζυρίχης, ἐπανελθοῦσα εἰς τὰ φυσιολογικὰ ἐπίπεδα μετὰ τὴν ἀπότομον ἄνοδον τῶν τελευταίων ἡμερῶν. xyxy=(1235,286,1384,386)
headline-tsatsos: Η ΣΥΝΕΡΓΑΣΙΑ ΤΟΥ κ. Θ. ΤΣΑΤΣΟΥ ΕΙΣ ΤΟ ΣΥΝΤΑΓΜΑ xyxy=(462,1049,605,1089)
article-paragraph: ΣΑΪΓΚΟΝ, 22. (Ρώυτερ).—Ἀμερικανικὰ στρατιωτικὰ ἑλικόπτερα, ἐξωπλισμένα μὲ πολυβόλα καὶ ρουκέτας, ὑπεστήριξαν χθὲς τὰς ἐπιχειρήσεις τῶν κυβερνητικῶν δυνάμεων εἰς τὸ Δέλτα τοῦ Μεκόγκ, ὅπου σημειοῦνται σκληραὶ μάχαι. xyxy=(617,734,815,821)
article-paragraph: ΠΡΑΓΑ, 22. (Ρώυτερ).—Τὸ Τσεχοσλοβακικὸν πρακτορεῖον εἰδήσεων ἀνήγγειλεν ὅτι ἐπὶ τοῦ ἐδάφους τῆς χώρας θὰ διεξαχθοῦν στρατιωτικὰ γυμνάσια μεγάλης κλίμακος, εἰς τὰ ὁποῖα ὅμως θὰ λάβουν μέρος ὀλίγαι μόνον μονάδες. xyxy=(822,1230,1020,1317)
article-body: ΣΑΪΓΚΟΝ, 22. (Ρώυτερ).—Ἀμερικανικὰ στρατιωτικὰ ἑλικόπτερα, ἐξωπλισμένα μὲ πολυβόλα καὶ ρουκέτας, ὑπεστήριξαν χθὲς τὰς ἐπιχειρήσεις τῶν κυβερνητικῶν δυνάμεων εἰς τὸ Δέλτα τοῦ Μεκόγκ, ὅπου σημειοῦνται σκληραὶ μάχαι. xyxy=(1235,431,1384,543)
headline-party: ΑΝΑΣΤΕΛΛΕΙ ΚΟΜΜΑΤΟΣ xyxy=(145,1098,310,1112)
subheading: ΑΝΑΓΓΕΛΙΑΙ ΠΙΚΡΑΣΚΙΑΣ xyxy=(865,810,987,821)
article-dateline: ΜΟΣΧΑ, 22. (Ἀσ. Πρέσ.).— xyxy=(1245,1560,1379,1572)
article-body: ΝΕΑ ΥΟΡΚΗ, 22. (Ἀσ. Πρέσ.)—Ἡ ἀστυνομία ἐπέτυχε νὰ ἐκδιώξῃ τοὺς φοιτητὰς ἐκ τοῦ πανεπιστημίου, τὸ ὁποῖον κατεῖχον ἐπὶ μίαν ἑβδομάδα. Κατὰ τὴν ἐπέμβασιν ἐτραυματίσθησαν 68 πρόσωπα, μεταξὺ τῶν ὁποίων καὶ ἀστυνομικοί, ἐνῷ συνελήφθησαν 25.000 σπουδασταὶ εἰς διαφόρους πόλεις. xyxy=(1390,306,1539,456)
article-body: ΣΑΪΓΚΟΝ, 22. (Ρώυτερ).—Ἀμερικανικὰ στρατιωτικὰ ἑλικόπτερα, ἐξωπλισμένα μὲ πολυβόλα καὶ ρουκέτας, ὑπεστήριξαν χθὲς τὰς ἐπιχειρήσεις τῶν κυβερνητικῶν δυνάμεων εἰς τὸ Δέλτα τοῦ Μεκόγκ, ὅπου σημειοῦνται σκληραὶ μάχαι. xyxy=(231,672,443,747)
subheading: ΕΠΕΣΤΡΕΨΕΝ Ο ΓΚΡΕΤΣΚΟ xyxy=(1406,294,1522,304)
article-paragraph: ΠΡΑΓΑ, 22. (Ρώυτερ).—Τὸ Τσεχοσλοβακικὸν πρακτορεῖον εἰδήσεων ἀνήγγειλεν ὅτι ἐπὶ τοῦ ἐδάφους τῆς χώρας θὰ διεξαχθοῦν στρατιωτικὰ γυμνάσια μεγάλης κλίμακος, εἰς τὰ ὁποῖα ὅμως θὰ λάβουν μέρος ὀλίγαι μόνον μονάδες. xyxy=(1027,232,1225,319)
article-body: ΠΡΑΓΑ, 22. (Ρώυτερ).—Τὸ Τσεχοσλοβακικὸν πρακτορεῖον εἰδήσεων ἀνήγγειλεν ὅτι ἐπὶ τοῦ ἐδάφους τῆς χώρας θὰ διεξαχθοῦν στρατιωτικὰ γυμνάσια μεγάλης κλίμακος, εἰς τὰ ὁποῖα ὅμως θὰ λάβουν μέρος ὀλίγαι μόνον μονάδες. xyxy=(459,152,608,264)
article-body: ΜΟΣΧΑ, 22. (Ἀσ. Πρέσ.).—Ὁ Βρεταννὸς ὑπουργὸς Ἐξωτερικῶν κ. Στιούαρτ ἀφίχθη εἰς Μόσχαν διὰ συνομιλίας μετὰ τοῦ Σοβιετικοῦ ὁμολόγου του κ. Γκρομύκο ἐπὶ τοῦ βιετναμικοῦ καὶ ἄλλων προβλημάτων. xyxy=(1390,662,1539,773)
headline-ambassador: ΥΠΕΒΑΛΕ ΠΑΡΑΙΤΗΣΙΝ Ο ΕΙΣ ΒΑΡΣΟΒΙΑΝ ΠΡΕΣΒΕΥΤΗΣ ΤΩΝ ΗΝ. ΠΟΛΙΤΕΙΩΝ xyxy=(460,389,607,442)
headline-vietnam: ΣΚΛΗΡΑΙ ΜΑΧΑΙ ΜΕ ΤΗΝ ΥΠΟΣΤΗΡΙΞΙΝ ΕΞΩΠΛΙΣΜΕΝΩΝ ΕΛΙΚΟΠΤΕΡΩΝ ΣΥΝΑΠΤΟΝΤΑΙ ΕΙΣ ΝΟΤΙΟΝ ΒΙΕΤΝΑΜ xyxy=(632,57,1210,147)
headline-plastic-explosion: ΕΞΕΡΡΑΓΗΣΑΝ ΔΥΟ ΠΛΑΣΤΙΚΑ ΑΕΡΟΠΛΑΝΟΥ xyxy=(1246,388,1373,428)
headline-germany: ΚΑΙ ΝΕΑΙ ΑΠΕΡΓΙΑΙ ΔΙΑΜΑΡΤΥΡΙΑΣ ΟΡΓΑΝΟΥΝΤΑΙ ΕΙΣ ΔΥΤ. ΓΕΡΜΑΝΙΑΝ xyxy=(19,297,217,337)
subheading: ΕΠΙΘΕΣΙΣ ΚΑΤΑ ΤΗΣ «ΟΥΜΑΝΙΤΕ» xyxy=(844,1123,1008,1134)
article-body: ΠΑΡΙΣΙΟΙ, 22. (Ρώυτερ).—Ἡ Γαλλικὴ οἰκονομία δοκιμάζεται σκληρῶς ἐκ τοῦ κύματος τῶν ἀπεργιῶν, ὅπερ ἐπεκτείνεται εἰς ὅλους τοὺς τομεῖς. Τὰ συνδικάτα ἐδήλωσαν ὅτι ἀποδέχονται τὰς προτάσεις τῆς κυβερνήσεως διὰ διαπραγματεύσεις. xyxy=(231,402,443,489)
article-paragraph: ΠΑΡΙΣΙΟΙ, 22. (Ρώυτερ).—Ἡ Γαλλικὴ οἰκονομία δοκιμάζεται σκληρῶς ἐκ τοῦ κύματος τῶν ἀπεργιῶν, ὅπερ ἐπεκτείνεται εἰς ὅλους τοὺς τομεῖς. Τὰ συνδικάτα ἐδήλωσαν ὅτι ἀποδέχονται τὰς προτάσεις τῆς κυβερνήσεως διὰ διαπραγματεύσεις. xyxy=(1027,787,1225,874)
article-body: ΝΕΑ ΥΟΡΚΗ, 22. (Ἀσ. Πρέσ.)—Ἡ ἀστυνομία ἐπέτυχε νὰ ἐκδιώξῃ τοὺς φοιτητὰς ἐκ τοῦ πανεπιστημίου, τὸ ὁποῖον κατεῖχον ἐπὶ μίαν ἑβδομάδα. Κατὰ τὴν ἐπέμβασιν ἐτραυματίσθησαν 68 πρόσωπα, μεταξὺ τῶν ὁποίων καὶ ἀστυνομικοί, ἐνῷ συνελήφθησαν 25.000 σπουδασταὶ εἰς διαφόρους πόλεις. xyxy=(231,300,443,399)
headline-wilson-bill-sub: ΠΕΡΙ ΤΗΣ ΚΑΘΗΛΩΣΕΩΣ ΤΙΜΩΝ ΚΑΙ ΑΠΟΔΟΧΩΝ xyxy=(1250,253,1368,273)
headline-mars-probe: ΔΙΑΜΠΟΠΛΑΟΙΝ ΠΡΟΣ ΤΟΝ ΑΡΧΗ ΘΑ ΕΚΤΟΞΕΥΣΟΥΝ ΑΙ ΗΝ. ΠΟΛΙΤΕΙΑΙ xyxy=(460,870,607,923)
